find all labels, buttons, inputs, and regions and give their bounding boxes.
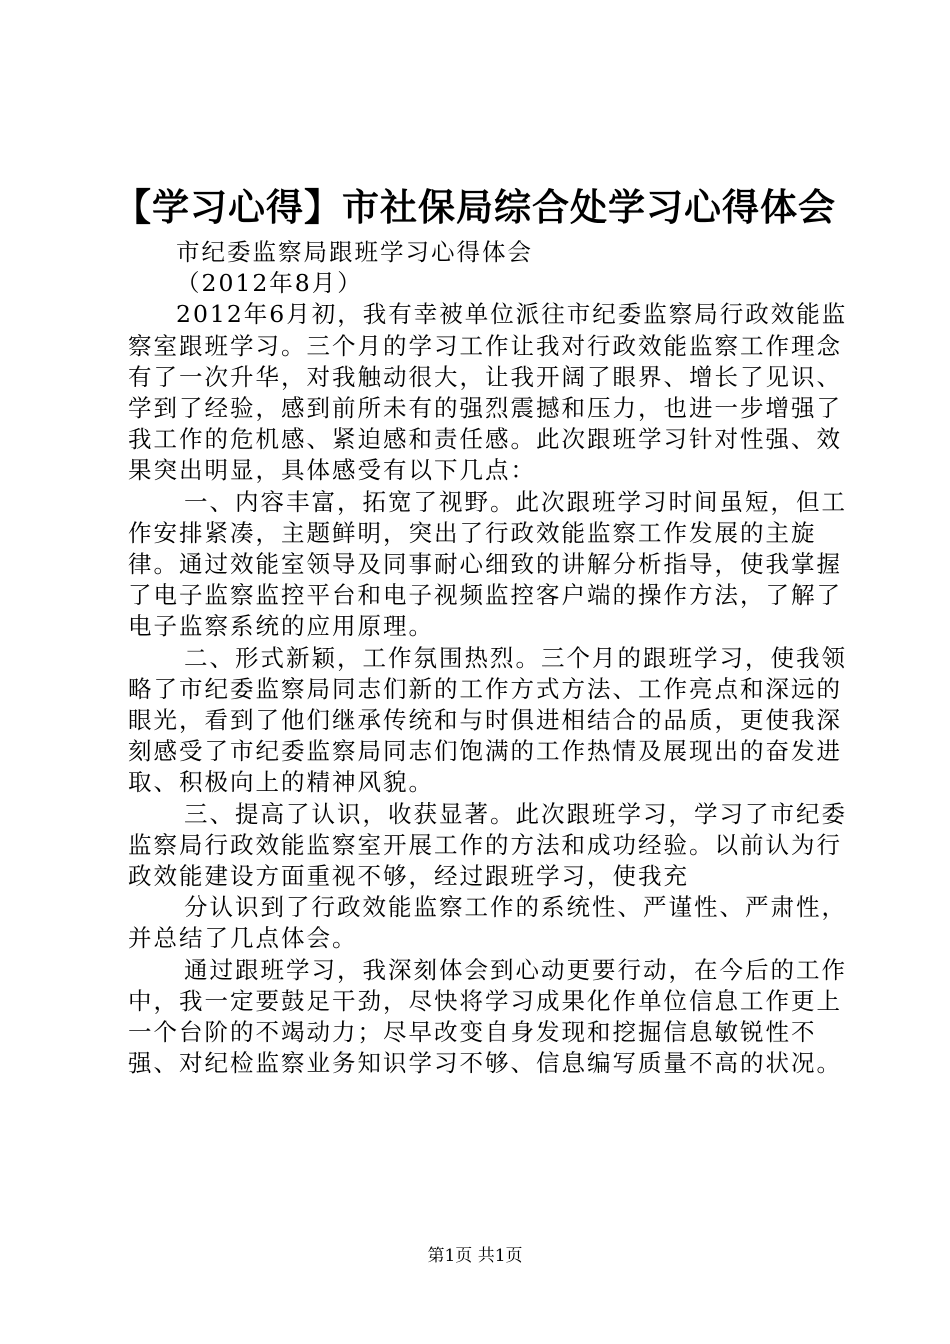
- document-body: [128, 237, 848, 1079]
- document-date: （2012年8月）: [176, 269, 363, 298]
- paragraph-4: 三、提高了认识，收获显著。此次跟班学习，学习了市纪委监察局行政效能监察室开展工作的方法和成功经验。以前认为行政效能建设方面重视不够，经过跟班学习，使我充: [128, 799, 847, 891]
- page-number-footer: 第1页 共1页: [427, 1246, 523, 1266]
- paragraph-5: 分认识到了行政效能监察工作的系统性、严谨性、严肃性，并总结了几点体会。: [128, 893, 847, 953]
- document-subtitle: 市纪委监察局跟班学习心得体会: [176, 238, 533, 266]
- paragraph-3: 二、形式新颖，工作氛围热烈。三个月的跟班学习，使我领略了市纪委监察局同志们新的工作方式方法、工作亮点和深远的眼光，看到了他们继承传统和与时俱进相结合的品质，更使我深刻感受了市纪委监察局同志们饱满的工作热情及展现出的奋发进取、积极向上的精神风貌。: [128, 643, 847, 797]
- paragraph-6: 通过跟班学习，我深刻体会到心动更要行动，在今后的工作中，我一定要鼓足干劲，尽快将学习成果化作单位信息工作更上一个台阶的不竭动力；尽早改变自身发现和挖掘信息敏锐性不强、对纪检监察业务知识学习不够、信息编写质量不高的状况。: [128, 955, 847, 1078]
- paragraph-2: 一、内容丰富，拓宽了视野。此次跟班学习时间虽短，但工作安排紧凑，主题鲜明，突出了行政效能监察工作发展的主旋律。通过效能室领导及同事耐心细致的讲解分析指导，使我掌握了电子监察监控平台和电子视频监控客户端的操作方法，了解了电子监察系统的应用原理。: [128, 487, 847, 641]
- document-title: 【学习心得】市社保局综合处学习心得体会: [114, 186, 836, 229]
- paragraph-1: 2012年6月初，我有幸被单位派往市纪委监察局行政效能监察室跟班学习。三个月的学习工作让我对行政效能监察工作理念有了一次升华，对我触动很大，让我开阔了眼界、增长了见识、学到了经验，感到前所未有的强烈震撼和压力，也进一步增强了我工作的危机感、紧迫感和责任感。此次跟班学习针对性强、效果突出明显，具体感受有以下几点：: [128, 300, 848, 485]
